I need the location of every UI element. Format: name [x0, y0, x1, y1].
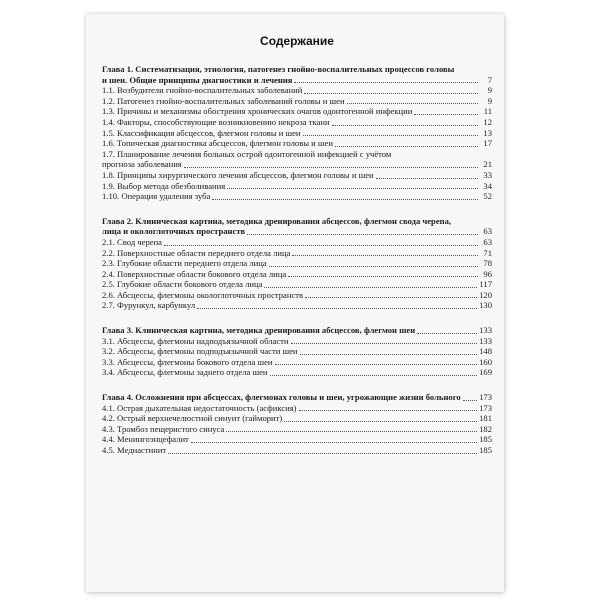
- page-number: 182: [479, 423, 492, 434]
- page-number: 120: [479, 289, 492, 300]
- dot-leader: [300, 354, 478, 355]
- page-number: 173: [479, 392, 492, 403]
- toc-entry: [102, 424, 492, 435]
- page-number: 78: [483, 258, 492, 269]
- page-number: 181: [479, 413, 492, 424]
- toc-entry-text: 4.3. Тромбоз пещеристого синуса: [102, 423, 225, 434]
- page-number: 17: [483, 138, 492, 149]
- dot-leader: [247, 234, 478, 235]
- toc-entry-text: 2.1. Свод черепа: [102, 236, 163, 247]
- dot-leader: [226, 431, 477, 432]
- page-number: 13: [483, 127, 492, 138]
- page-number: 117: [479, 279, 492, 290]
- dot-leader: [463, 400, 477, 401]
- toc-entry: [102, 279, 492, 290]
- page-number: 169: [479, 367, 492, 378]
- toc-entry: [102, 138, 492, 149]
- page-number: 185: [479, 445, 492, 455]
- page-number: 148: [479, 346, 492, 357]
- dot-leader: [275, 364, 478, 365]
- dot-leader: [294, 82, 478, 83]
- toc-entry: [102, 237, 492, 248]
- dot-leader: [212, 199, 478, 200]
- toc-entry: [102, 85, 492, 96]
- toc-entry-text: 1.5. Классификация абсцессов, флегмон головы и шеи: [102, 127, 301, 138]
- toc-entry: [102, 159, 492, 170]
- page-number: 33: [483, 169, 492, 180]
- page-number: 11: [483, 106, 492, 117]
- dot-leader: [168, 453, 477, 454]
- toc-entry: [102, 269, 492, 280]
- dot-leader: [304, 93, 478, 94]
- dot-leader: [288, 276, 478, 277]
- dot-leader: [191, 442, 477, 443]
- toc-entry: [102, 445, 492, 456]
- page-number: 21: [483, 159, 492, 170]
- table-of-contents: [102, 64, 492, 456]
- dot-leader: [270, 375, 478, 376]
- chapter-section: [102, 392, 492, 456]
- chapter-section: [102, 325, 492, 378]
- toc-entry: [102, 170, 492, 181]
- dot-leader: [303, 135, 478, 136]
- page-number: 34: [483, 180, 492, 191]
- dot-leader: [269, 266, 478, 267]
- toc-entry: [102, 336, 492, 347]
- page-number: 7: [487, 74, 492, 85]
- toc-entry-text: 4.4. Менингоэнцефалит: [102, 434, 189, 445]
- toc-entry-text: 4.1. Острая дыхательная недостаточность (асфиксия): [102, 402, 297, 413]
- toc-entry: [102, 346, 492, 357]
- dot-leader: [376, 178, 478, 179]
- toc-entry-text: 1.4. Факторы, способствующие возникновению некроза ткани: [102, 116, 330, 127]
- dot-leader: [299, 410, 478, 411]
- page-number: 173: [479, 402, 492, 413]
- dot-leader: [305, 297, 477, 298]
- page-number: 63: [483, 226, 492, 237]
- page-title: Содержание: [260, 34, 334, 48]
- chapter-heading-text: лица и окологлоточных пространств: [102, 226, 246, 237]
- toc-entry: [102, 434, 492, 445]
- toc-entry-text: 1.9. Выбор метода обезболивания: [102, 180, 226, 191]
- dot-leader: [335, 146, 478, 147]
- toc-entry: [102, 96, 492, 107]
- toc-entry-text: 1.2. Патогенез гнойно-воспалительных заболеваний головы и шеи: [102, 95, 345, 106]
- dot-leader: [292, 255, 478, 256]
- toc-entry-text: 3.3. Абсцессы, флегмоны бокового отдела шеи: [102, 356, 273, 367]
- page-number: 52: [483, 191, 492, 202]
- toc-entry: [102, 367, 492, 378]
- dot-leader: [197, 308, 477, 309]
- toc-entry: [102, 181, 492, 192]
- toc-entry-text: 2.2. Поверхностные области переднего отдела лица: [102, 247, 291, 258]
- toc-entry: [102, 191, 492, 202]
- toc-entry: [102, 258, 492, 269]
- chapter-section: [102, 216, 492, 311]
- toc-entry: [102, 106, 492, 117]
- toc-entry-text: 2.6. Абсцессы, флегмоны окологлоточных пространств: [102, 289, 304, 300]
- dot-leader: [164, 245, 478, 246]
- page-number: 71: [483, 247, 492, 258]
- toc-entry: [102, 357, 492, 368]
- chapter-heading: [102, 75, 492, 86]
- dot-leader: [414, 114, 478, 115]
- toc-entry-line: 1.7. Планирование лечения больных острой одонтогенной инфекцией с учётом: [102, 148, 392, 159]
- page-number: 96: [483, 268, 492, 279]
- page-number: 9: [487, 95, 492, 106]
- page-number: 12: [483, 116, 492, 127]
- toc-entry-text: 3.2. Абсцессы, флегмоны подподъязычной части шеи: [102, 346, 298, 357]
- toc-entry: [102, 248, 492, 259]
- toc-entry-text: прогноза заболевания: [102, 159, 182, 170]
- dot-leader: [291, 343, 478, 344]
- chapter-heading-text: и шеи. Общие принципы диагностики и лечения: [102, 74, 293, 85]
- toc-entry-text: 1.6. Топическая диагностика абсцессов, флегмон головы и шеи: [102, 138, 333, 149]
- chapter-heading-text: Глава 3. Клиническая картина, методика дренирования абсцессов, флегмон шеи: [102, 325, 416, 336]
- chapter-heading-text: Глава 4. Осложнения при абсцессах, флегмонах головы и шеи, угрожающие жизни больного: [102, 392, 461, 403]
- toc-entry-text: 3.4. Абсцессы, флегмоны заднего отдела шеи: [102, 367, 268, 378]
- toc-entry-text: 1.3. Причины и механизмы обострения хронических очагов одонтогенной инфекции: [102, 106, 413, 117]
- toc-entry-text: 1.1. Возбудители гнойно-воспалительных заболеваний: [102, 85, 303, 96]
- chapter-section: [102, 64, 492, 202]
- toc-entry-text: 2.4. Поверхностные области бокового отдела лица: [102, 268, 287, 279]
- dot-leader: [417, 333, 477, 334]
- chapter-heading-line: Глава 2. Клиническая картина, методика дренирования абсцессов, флегмон свода черепа,: [102, 215, 452, 226]
- page-number: 130: [479, 300, 492, 311]
- toc-entry-text: 2.5. Глубокие области бокового отдела лица: [102, 279, 263, 290]
- page-number: 63: [483, 236, 492, 247]
- dot-leader: [347, 103, 478, 104]
- page-number: 185: [479, 434, 492, 445]
- dot-leader: [264, 287, 477, 288]
- dot-leader: [332, 125, 478, 126]
- chapter-heading: [102, 392, 492, 403]
- document-page: [86, 14, 504, 592]
- toc-entry: [102, 290, 492, 301]
- toc-entry-text: 2.3. Глубокие области переднего отдела лица: [102, 258, 267, 269]
- toc-entry: [102, 117, 492, 128]
- toc-entry-text: 2.7. Фурункул, карбункул: [102, 300, 196, 311]
- toc-entry-text: 1.10. Операция удаления зуба: [102, 191, 211, 202]
- toc-entry: [102, 403, 492, 414]
- toc-entry: [102, 413, 492, 424]
- toc-entry-text: 1.8. Принципы хирургического лечения абсцессов, флегмон головы и шеи: [102, 169, 374, 180]
- chapter-heading: [102, 226, 492, 237]
- toc-entry: [102, 128, 492, 139]
- page-number: 133: [479, 335, 492, 346]
- dot-leader: [227, 188, 478, 189]
- page-number: 160: [479, 356, 492, 367]
- chapter-heading-line: Глава 1. Систематизация, этиология, патогенез гнойно-воспалительных процессов головы: [102, 64, 455, 74]
- toc-entry-text: 3.1. Абсцессы, флегмоны надподъязычной области: [102, 335, 289, 346]
- toc-entry-text: 4.5. Медиастинит: [102, 445, 167, 455]
- dot-leader: [184, 167, 478, 168]
- dot-leader: [284, 421, 477, 422]
- chapter-heading: [102, 325, 492, 336]
- page-number: 9: [487, 85, 492, 96]
- toc-entry: [102, 300, 492, 311]
- page-number: 133: [479, 325, 492, 336]
- toc-entry-text: 4.2. Острый верхнечелюстной синуит (гайморит): [102, 413, 283, 424]
